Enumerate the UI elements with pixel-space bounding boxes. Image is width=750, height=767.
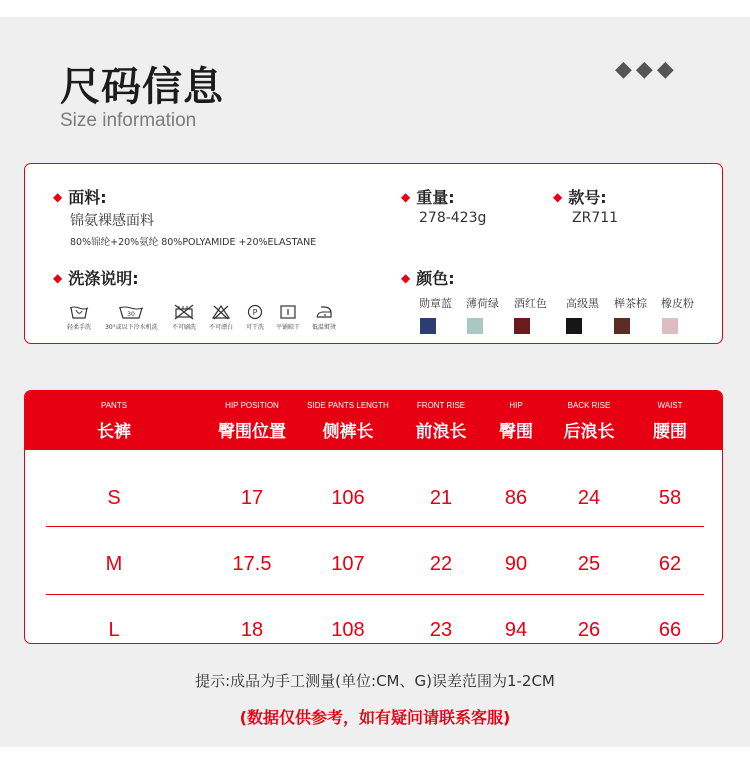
bullet-diamond-icon: ◆ xyxy=(401,270,411,285)
column-header-cn: 侧裤长 xyxy=(322,422,374,442)
column-header-cn: 长裤 xyxy=(97,422,131,442)
row-divider xyxy=(46,526,704,527)
weight-label: ◆ 重量: xyxy=(401,188,455,207)
size-table xyxy=(24,390,723,644)
color-name: 勋章蓝 xyxy=(419,297,452,310)
table-cell: 108 xyxy=(331,619,365,641)
machine-wash-30-icon: 30 30°或以下冷水机洗 xyxy=(105,304,158,331)
size-cell: L xyxy=(108,619,120,641)
column-header-cn: 臀围位置 xyxy=(218,422,286,442)
table-cell: 25 xyxy=(577,553,601,575)
color-swatch[interactable] xyxy=(467,318,483,334)
column-header-en: BACK RISE xyxy=(567,401,611,410)
svg-text:P: P xyxy=(252,308,258,317)
column-header-en: HIP xyxy=(509,401,523,410)
column-header-en: WAIST xyxy=(657,401,683,410)
diamond-decoration-icon: ◆◆◆ xyxy=(615,57,678,82)
table-cell: 21 xyxy=(429,487,453,509)
page-background xyxy=(0,17,750,747)
column-header-cn: 前浪长 xyxy=(415,422,467,442)
dry-clean-icon: P 可干洗 xyxy=(246,304,264,331)
column-header-en: SIDE PANTS LENGTH xyxy=(307,401,389,410)
table-cell: 17 xyxy=(240,487,264,509)
low-iron-icon: 低温熨烫 xyxy=(312,304,336,331)
color-swatch[interactable] xyxy=(614,318,630,334)
page-subtitle: Size information xyxy=(60,110,197,131)
table-cell: 86 xyxy=(504,487,528,509)
color-name: 薄荷绿 xyxy=(466,297,499,310)
sku-value: ZR711 xyxy=(572,210,619,226)
color-swatch[interactable] xyxy=(420,318,436,334)
fabric-name: 锦氨裸感面料 xyxy=(70,213,154,229)
fabric-label: ◆ 面料: xyxy=(53,188,107,207)
color-swatch[interactable] xyxy=(662,318,678,334)
dry-flat-icon: 平铺晾干 xyxy=(276,304,300,331)
page-title: 尺码信息 xyxy=(60,64,224,110)
measurement-tip: 提示:成品为手工测量(单位:CM、G)误差范围为1-2CM xyxy=(195,672,555,690)
table-cell: 17.5 xyxy=(232,553,272,575)
fabric-composition: 80%锦纶+20%氨纶 80%POLYAMIDE +20%ELASTANE xyxy=(70,237,317,248)
table-cell: 22 xyxy=(429,553,453,575)
column-header-cn: 臀围 xyxy=(499,422,533,442)
size-cell: M xyxy=(105,553,123,575)
disclaimer-note: (数据仅供参考，如有疑问请联系客服) xyxy=(239,708,511,727)
gentle-hand-wash-icon: 轻柔手洗 xyxy=(67,304,91,331)
color-swatch[interactable] xyxy=(514,318,530,334)
color-swatch[interactable] xyxy=(566,318,582,334)
color-name: 高级黑 xyxy=(566,297,599,310)
do-not-brush-icon: 不可刷洗 xyxy=(172,304,196,331)
bullet-diamond-icon: ◆ xyxy=(53,189,63,204)
size-cell: S xyxy=(107,487,121,509)
table-cell: 26 xyxy=(577,619,601,641)
wash-label: ◆ 洗涤说明: xyxy=(53,269,139,288)
column-header-cn: 腰围 xyxy=(653,422,687,442)
bullet-diamond-icon: ◆ xyxy=(401,189,411,204)
table-cell: 18 xyxy=(240,619,264,641)
color-name: 橡皮粉 xyxy=(661,297,694,310)
table-cell: 62 xyxy=(658,553,682,575)
table-cell: 24 xyxy=(577,487,601,509)
bullet-diamond-icon: ◆ xyxy=(553,189,563,204)
product-info-card xyxy=(24,163,723,344)
table-cell: 23 xyxy=(429,619,453,641)
table-header xyxy=(25,391,722,450)
bullet-diamond-icon: ◆ xyxy=(53,270,63,285)
column-header-en: PANTS xyxy=(100,401,128,410)
table-cell: 66 xyxy=(658,619,682,641)
column-header-cn: 后浪长 xyxy=(563,422,615,442)
column-header-en: FRONT RISE xyxy=(416,401,466,410)
sku-label: ◆ 款号: xyxy=(553,188,607,207)
table-cell: 94 xyxy=(504,619,528,641)
table-cell: 106 xyxy=(331,487,365,509)
weight-value: 278-423g xyxy=(419,210,487,226)
table-cell: 58 xyxy=(658,487,682,509)
color-name: 榉茶棕 xyxy=(614,297,647,310)
table-cell: 107 xyxy=(331,553,365,575)
color-label: ◆ 颜色: xyxy=(401,269,455,288)
color-name: 酒红色 xyxy=(514,297,547,310)
svg-text:30: 30 xyxy=(127,311,136,318)
column-header-en: HIP POSITION xyxy=(225,401,279,410)
row-divider xyxy=(46,594,704,595)
do-not-bleach-icon: 不可漂白 xyxy=(209,304,233,331)
table-cell: 90 xyxy=(504,553,528,575)
